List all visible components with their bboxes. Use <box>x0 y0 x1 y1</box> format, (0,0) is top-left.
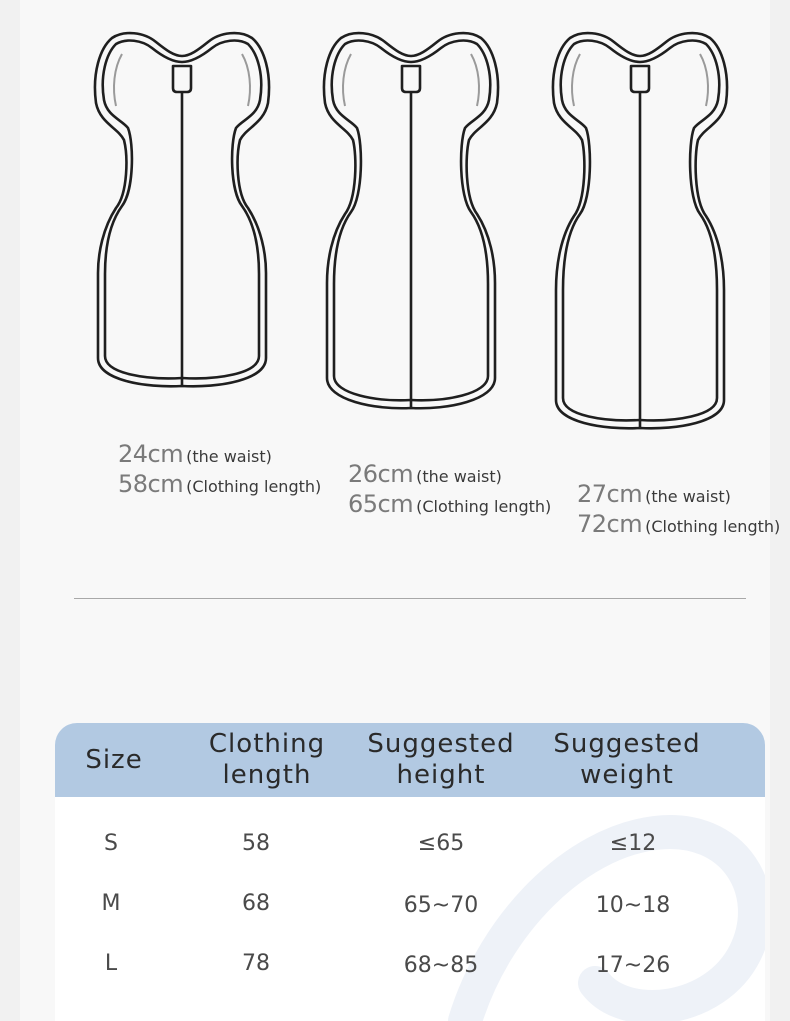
cell-suggested-height: 65~70 <box>403 893 479 918</box>
sleep-sack-large-illustration <box>548 28 732 434</box>
size-chart-table <box>55 723 765 1021</box>
waist-value: 27cm <box>577 480 643 508</box>
cell-clothing-length: 78 <box>242 951 270 976</box>
page-margin-left <box>0 0 20 1021</box>
sleep-sack-medium-illustration <box>319 28 503 414</box>
cell-clothing-length: 68 <box>242 891 270 916</box>
measurements-large <box>577 479 780 539</box>
header-size: Size <box>85 744 143 775</box>
cell-size: M <box>101 891 121 916</box>
length-label: (Clothing length) <box>186 477 322 496</box>
waist-label: (the waist) <box>645 487 731 506</box>
cell-suggested-weight: ≤12 <box>609 831 657 856</box>
waist-value: 24cm <box>118 440 184 468</box>
cell-suggested-weight: 17~26 <box>595 953 671 978</box>
waist-label: (the waist) <box>186 447 272 466</box>
length-label: (Clothing length) <box>416 497 552 516</box>
cell-suggested-height: ≤65 <box>417 831 465 856</box>
length-value: 58cm <box>118 470 184 498</box>
length-label: (Clothing length) <box>645 517 781 536</box>
waist-label: (the waist) <box>416 467 502 486</box>
cell-clothing-length: 58 <box>242 831 270 856</box>
cell-suggested-weight: 10~18 <box>595 893 671 918</box>
sleep-sack-small-illustration <box>90 28 274 394</box>
length-value: 72cm <box>577 510 643 538</box>
cell-suggested-height: 68~85 <box>403 953 479 978</box>
section-divider <box>74 598 746 599</box>
header-suggested-weight: Suggested weight <box>553 729 701 790</box>
header-suggested-height: Suggested height <box>367 729 515 790</box>
length-value: 65cm <box>348 490 414 518</box>
header-clothing-length: Clothing length <box>208 729 326 790</box>
cell-size: S <box>104 831 118 856</box>
cell-size: L <box>104 951 118 976</box>
waist-value: 26cm <box>348 460 414 488</box>
measurements-small <box>118 439 321 499</box>
measurements-medium <box>348 459 551 519</box>
